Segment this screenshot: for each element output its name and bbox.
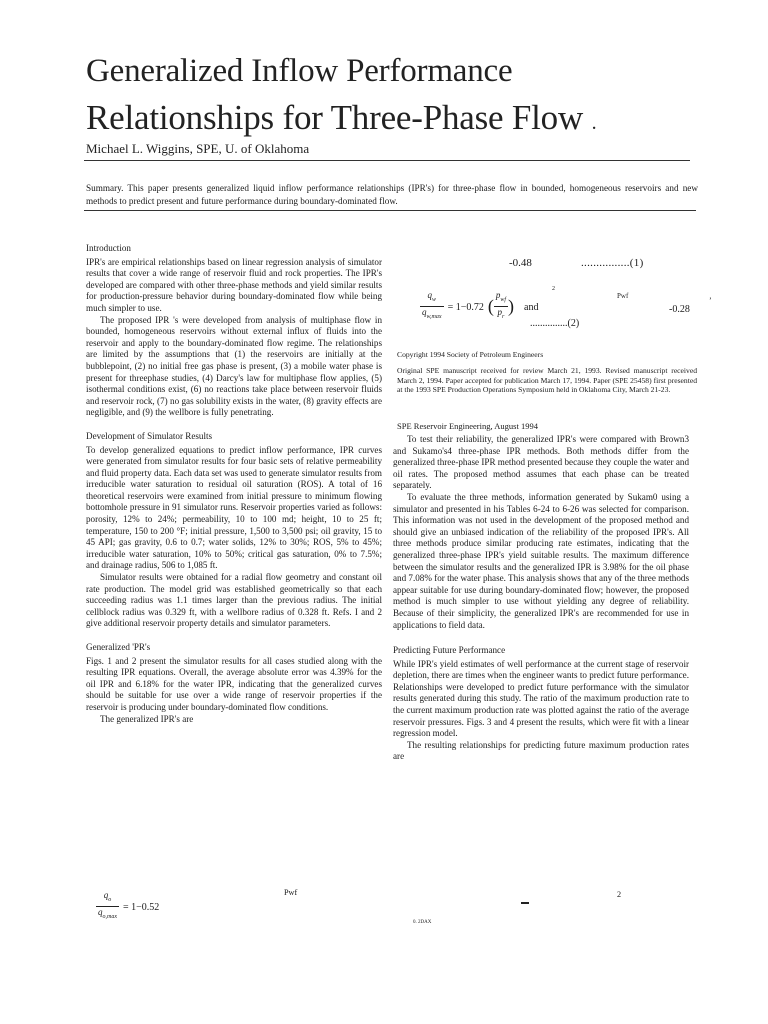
future-paragraph-2: The resulting relationships for predicting future maximum production rates are: [393, 739, 689, 762]
future-heading: Predicting Future Performance: [393, 645, 506, 656]
intro-paragraph-1: IPR's are empirical relationships based on linear regression analysis of simulator results that cover a wide range of reservoir fluid and rock properties. The IPR's developed are compared with other three-phase methods and yield similar results for production-pressure behavior during boundary-dominated flow while being much simpler to use.: [86, 256, 382, 313]
author-line: Michael L. Wiggins, SPE, U. of Oklahoma: [86, 141, 310, 156]
water-ipr-fraction: $\frac{q_w}{q_{w,max}}$: [422, 290, 442, 320]
paper-title-line-1: Generalized Inflow Performance: [86, 53, 513, 89]
intro-paragraph-2: The proposed IPR 's were developed from analysis of multiphase flow in bounded, homogeneous reservoirs without external influx of fluids into the reservoir and apply to the boundary-dominated flow regime. The relationships are limited by the assumptions that (1) the reservoirs are initially at the bubblepoint, (2) no initial free gas phase is present, (3) a mobile water phase is present for threephase studies, (4) Darcy's law for multiphase flow applies, (5) isothermal conditions exist, (6) no reactions take place between reservoir fluids and reservoir rock, (7) no gas solubility exists in the water, (8) gravity effects are negligible, and (9) the wellbore is fully penetrating.: [86, 314, 382, 418]
future-paragraph-1: While IPR's yield estimates of well performance at the current stage of reservoir depletion, there are times when the engineer wants to predict future performance. Relationships were developed to predict future performance with the simulator results generated during this study. The ratio of the maximum production rate to the current maximum production rate was plotted against the ratio of the average reservoir pressures. Figs. 3 and 4 present the results, which were fit with a linear regression model.: [393, 658, 689, 739]
equation-2-superscript: 2: [552, 286, 555, 292]
equation-1-coefficient: -0.48: [509, 257, 532, 269]
development-paragraph-1: To develop generalized equations to predict inflow performance, IPR curves were generated from simulator results for four basic sets of relative permeability and fluid property data. Each data set was used to generate simulator results from irreducible water saturation to residual oil saturation (ROS). A total of 16 theoretical reservoirs were examined from initial pressure to minimum flowing bottomhole pressure in 91 simulator runs. Reservoir properties varied as follows: porosity, 12% to 24%; permeability, 10 to 100 md; height, 10 to 25 ft; temperature, 150 to 200 °F; initial pressure, 1,500 to 3,500 psi; oil gravity, 15 to 45 API; gas gravity, 0.6 to 0.7; water solids, 12% to 30%; ROS, 5% to 45%; irreducible water saturation, 10% to 50%; critical gas saturation, 0% to 7.5%; and drainage radius, 506 to 1,085 ft.: [86, 444, 382, 571]
water-ipr-rhs: = 1−0.72: [447, 301, 484, 313]
journal-line: SPE Reservoir Engineering, August 1994: [397, 421, 538, 431]
manuscript-note: Original SPE manuscript received for review March 21, 1993. Revised manuscript received March 2, 1994. Paper accepted for publication March 17, 1994. Paper (SPE 25458) first presented at the 1993 SPE Production Operations Symposium held in Oklahoma City, March 21-23.: [397, 366, 697, 395]
equation-2-coefficient: -0.28: [669, 304, 690, 315]
oil-ipr-mark: [521, 902, 529, 904]
equation-1-number: ................(1): [581, 257, 644, 269]
summary-divider: [84, 210, 696, 211]
oil-ipr-superscript: 2: [617, 890, 622, 899]
right-column: [393, 434, 689, 763]
copyright-note: Copyright 1994 Society of Petroleum Engineers: [397, 350, 544, 359]
paper-title-text: Relationships for Three-Phase Flow: [86, 98, 584, 137]
oil-ipr-footer: 0. 2DAX: [413, 920, 432, 925]
equation-2-pwf: Pwf: [617, 292, 629, 300]
left-column: [86, 243, 382, 725]
pressure-ratio-fraction: $\frac{p_{wf}}{p_r}$: [495, 290, 507, 320]
development-heading: Development of Simulator Results: [86, 430, 213, 441]
paper-title-line-2: [86, 98, 596, 143]
oil-ipr-fraction: $\frac{q_o}{q_{o,max}}$: [98, 890, 117, 920]
oil-ipr-rhs: = 1−0.52: [123, 901, 160, 913]
oil-ipr-equation: [96, 890, 376, 920]
water-ipr-and: and: [524, 301, 539, 313]
water-ipr-equation: $\frac{q_w}{q_{w,max}}$ = 1−0.72 ( $\frac{p_{wf}}{p_r}$ ) and: [420, 290, 620, 324]
intro-heading: Introduction: [86, 243, 131, 253]
oil-ipr-pwf: Pwf: [284, 888, 298, 897]
generalized-heading: Generalized 'PR's: [86, 642, 151, 652]
summary: Summary. This paper presents generalized liquid inflow performance relationships (IPR's) for three-phase flow in bounded, homogeneous reservoirs and new methods to predict present and future performance during boundary-dominated flow.: [86, 183, 698, 206]
equation-2-number: ...............(2): [530, 318, 580, 329]
title-divider: [84, 160, 690, 161]
development-paragraph-2: Simulator results were obtained for a radial flow geometry and constant oil rate production. The model grid was established geometrically so that each succeeding radius was 1.1 times larger than the previous radius. The initial cellblock radius was 0.329 ft, with a wellbore radius of 0.328 ft. Refs. I and 2 give additional reservoir property details and simulator parameters.: [86, 572, 382, 629]
generalized-paragraph-1: Figs. 1 and 2 present the simulator results for all cases studied along with the resulting IPR equations. Overall, the average absolute error was 4.39% for the oil IPR and 6.18% for the water IPR, indicating that the generalized curves should be suitable for use over a wide range of reservoir properties if the reservoir is producing under boundary-dominated flow conditions.: [86, 655, 382, 712]
generalized-paragraph-2: The generalized IPR's are: [100, 713, 194, 724]
comparison-paragraph-1: To test their reliability, the generalized IPR's were compared with Brown3 and Sukamo's4 three-phase IPR methods. Both methods differ from the generalized three-phase IPR method presented because they couple the water and oil rates. The proposed method assumes that each phase can be treated separately.: [393, 434, 689, 491]
equation-2-mark: ’: [709, 296, 712, 305]
comparison-paragraph-2: To evaluate the three methods, information generated by Sukam0 using a simulator and presented in his Tables 6-24 to 6-26 was selected for comparison. This information was not used in the development of the proposed method and should give an unbiased indication of the reliability of the proposed IPR's. All three methods produce similar producing rate estimates, indicating that the generalized three-phase IPR's yield suitable results. The maximum difference between the simulator results and the generalized IPR is 3.98% for the oil phase and 7.08% for the water phase. This analysis shows that any of the three methods appear suitable for use during boundary-dominated flow; however, the proposed method is much simpler to use without yielding any degree of reliability. Because of their simplicity, the generalized IPR's are recommended for use in applications to field data.: [393, 491, 689, 630]
paper-title-dot: .: [591, 112, 597, 134]
